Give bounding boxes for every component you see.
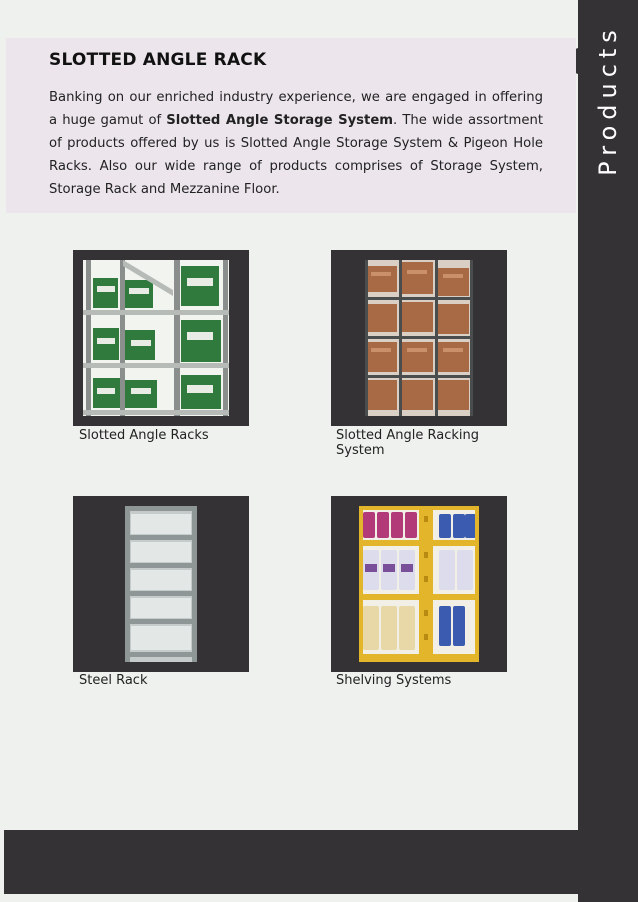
product-tile-steel-rack (73, 496, 249, 672)
intro-text-bold: Slotted Angle Storage System (166, 113, 394, 128)
shelving-systems-image (359, 506, 479, 662)
steel-rack-image (125, 506, 197, 662)
slotted-angle-racks-image (83, 260, 229, 416)
intro-text-start: Banking on our enriched industry experience, we are engaged in offering a huge gamut of (49, 90, 543, 128)
product-tile-shelving-systems (331, 496, 507, 672)
intro-paragraph (49, 86, 543, 201)
caption-shelving-systems: Shelving Systems (336, 673, 452, 688)
intro-text-end: . The wide assortment of products offered by us is Slotted Angle Storage System & Pigeon Hole Racks. Also our wide range of products comprises of Storage System, Storage Rack and Mezzanine Floor. (49, 113, 543, 197)
page-title: SLOTTED ANGLE RACK (49, 50, 267, 70)
products-label: Products (594, 24, 623, 176)
caption-steel-rack: Steel Rack (79, 673, 148, 688)
caption-slotted-angle-racks: Slotted Angle Racks (79, 428, 209, 443)
product-tile-slotted-angle-racking-system (331, 250, 507, 426)
footer-band (4, 830, 638, 894)
side-label-container (578, 0, 638, 200)
caption-slotted-angle-racking-system: Slotted Angle Racking System (336, 428, 480, 458)
slotted-angle-racking-system-image (365, 260, 473, 416)
product-tile-slotted-angle-racks (73, 250, 249, 426)
